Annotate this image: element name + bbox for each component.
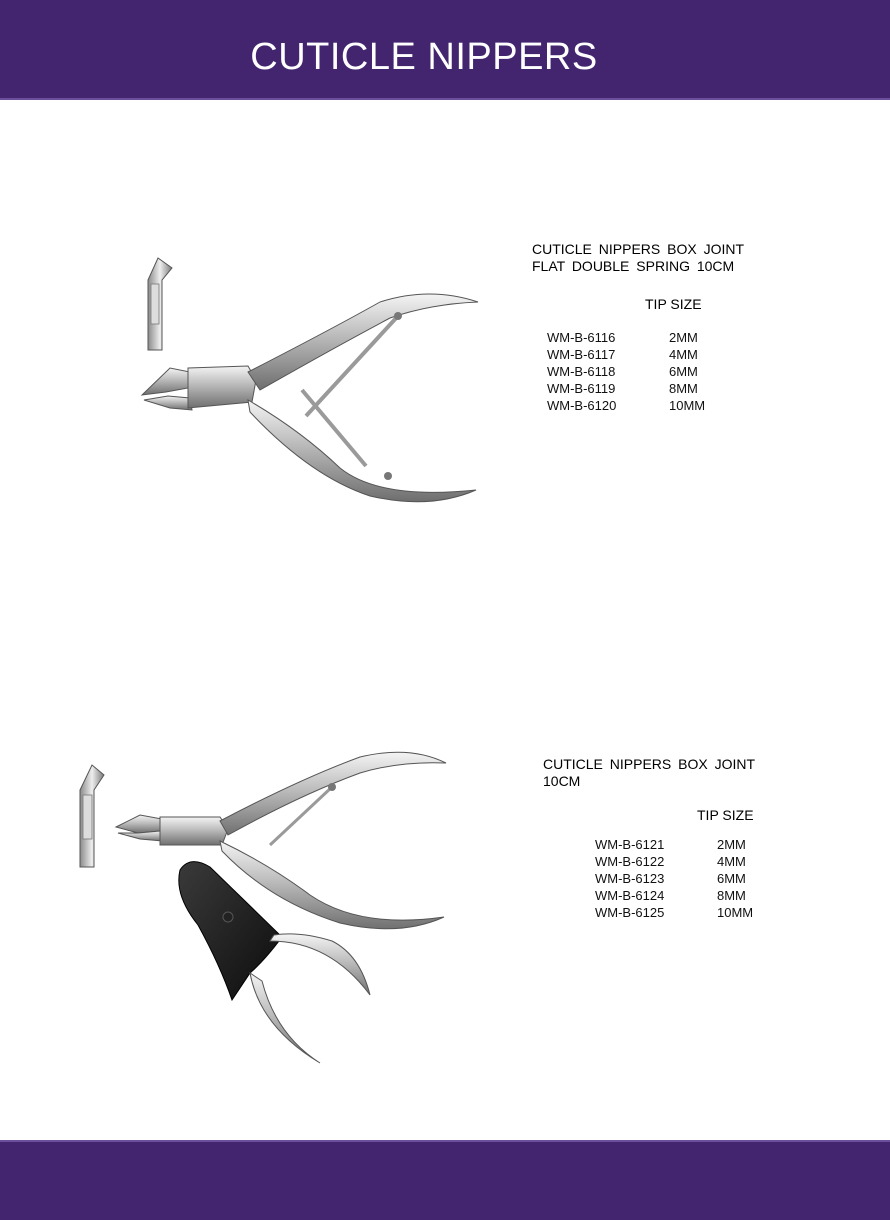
spec-row <box>547 329 705 346</box>
tip-size: 8MM <box>669 381 698 396</box>
tip-size: 4MM <box>717 854 746 869</box>
item-code: WM-B-6122 <box>595 854 665 869</box>
page-title: CUTICLE NIPPERS <box>250 36 598 78</box>
footer-bar <box>0 1140 890 1220</box>
item-code: WM-B-6120 <box>547 398 617 413</box>
product-1-tip-size-header: TIP SIZE <box>645 296 702 312</box>
spec-row <box>595 836 753 853</box>
tip-size: 4MM <box>669 347 698 362</box>
product-2-spec-list <box>595 836 753 921</box>
spec-row <box>547 397 705 414</box>
spec-row <box>547 346 705 363</box>
spec-row <box>595 904 753 921</box>
tip-size: 2MM <box>669 330 698 345</box>
spec-row <box>595 870 753 887</box>
spec-row <box>595 853 753 870</box>
tip-size: 6MM <box>717 871 746 886</box>
item-code: WM-B-6121 <box>595 837 665 852</box>
tip-size: 8MM <box>717 888 746 903</box>
product-1-description: CUTICLE NIPPERS BOX JOINT FLAT DOUBLE SPRING 10CM <box>532 241 745 274</box>
tip-size: 6MM <box>669 364 698 379</box>
product-2-description: CUTICLE NIPPERS BOX JOINT 10CM <box>543 756 756 789</box>
product-1-spec-list <box>547 329 705 414</box>
spec-row <box>547 363 705 380</box>
product-2-tip-size-header: TIP SIZE <box>697 807 754 823</box>
tip-size: 10MM <box>717 905 754 920</box>
tip-size: 10MM <box>669 398 706 413</box>
spec-row <box>595 887 753 904</box>
tip-size: 2MM <box>717 837 746 852</box>
header-bar <box>0 0 890 100</box>
cuticle-nipper-with-pouch-image <box>70 745 460 1075</box>
item-code: WM-B-6116 <box>547 330 616 345</box>
spec-row <box>547 380 705 397</box>
item-code: WM-B-6124 <box>595 888 665 903</box>
item-code: WM-B-6117 <box>547 347 616 362</box>
tip-detail-image <box>80 765 104 867</box>
item-code: WM-B-6118 <box>547 364 616 379</box>
item-code: WM-B-6123 <box>595 871 665 886</box>
cuticle-nipper-double-spring-image <box>130 240 500 520</box>
item-code: WM-B-6125 <box>595 905 665 920</box>
item-code: WM-B-6119 <box>547 381 616 396</box>
tip-detail-image <box>148 258 172 350</box>
